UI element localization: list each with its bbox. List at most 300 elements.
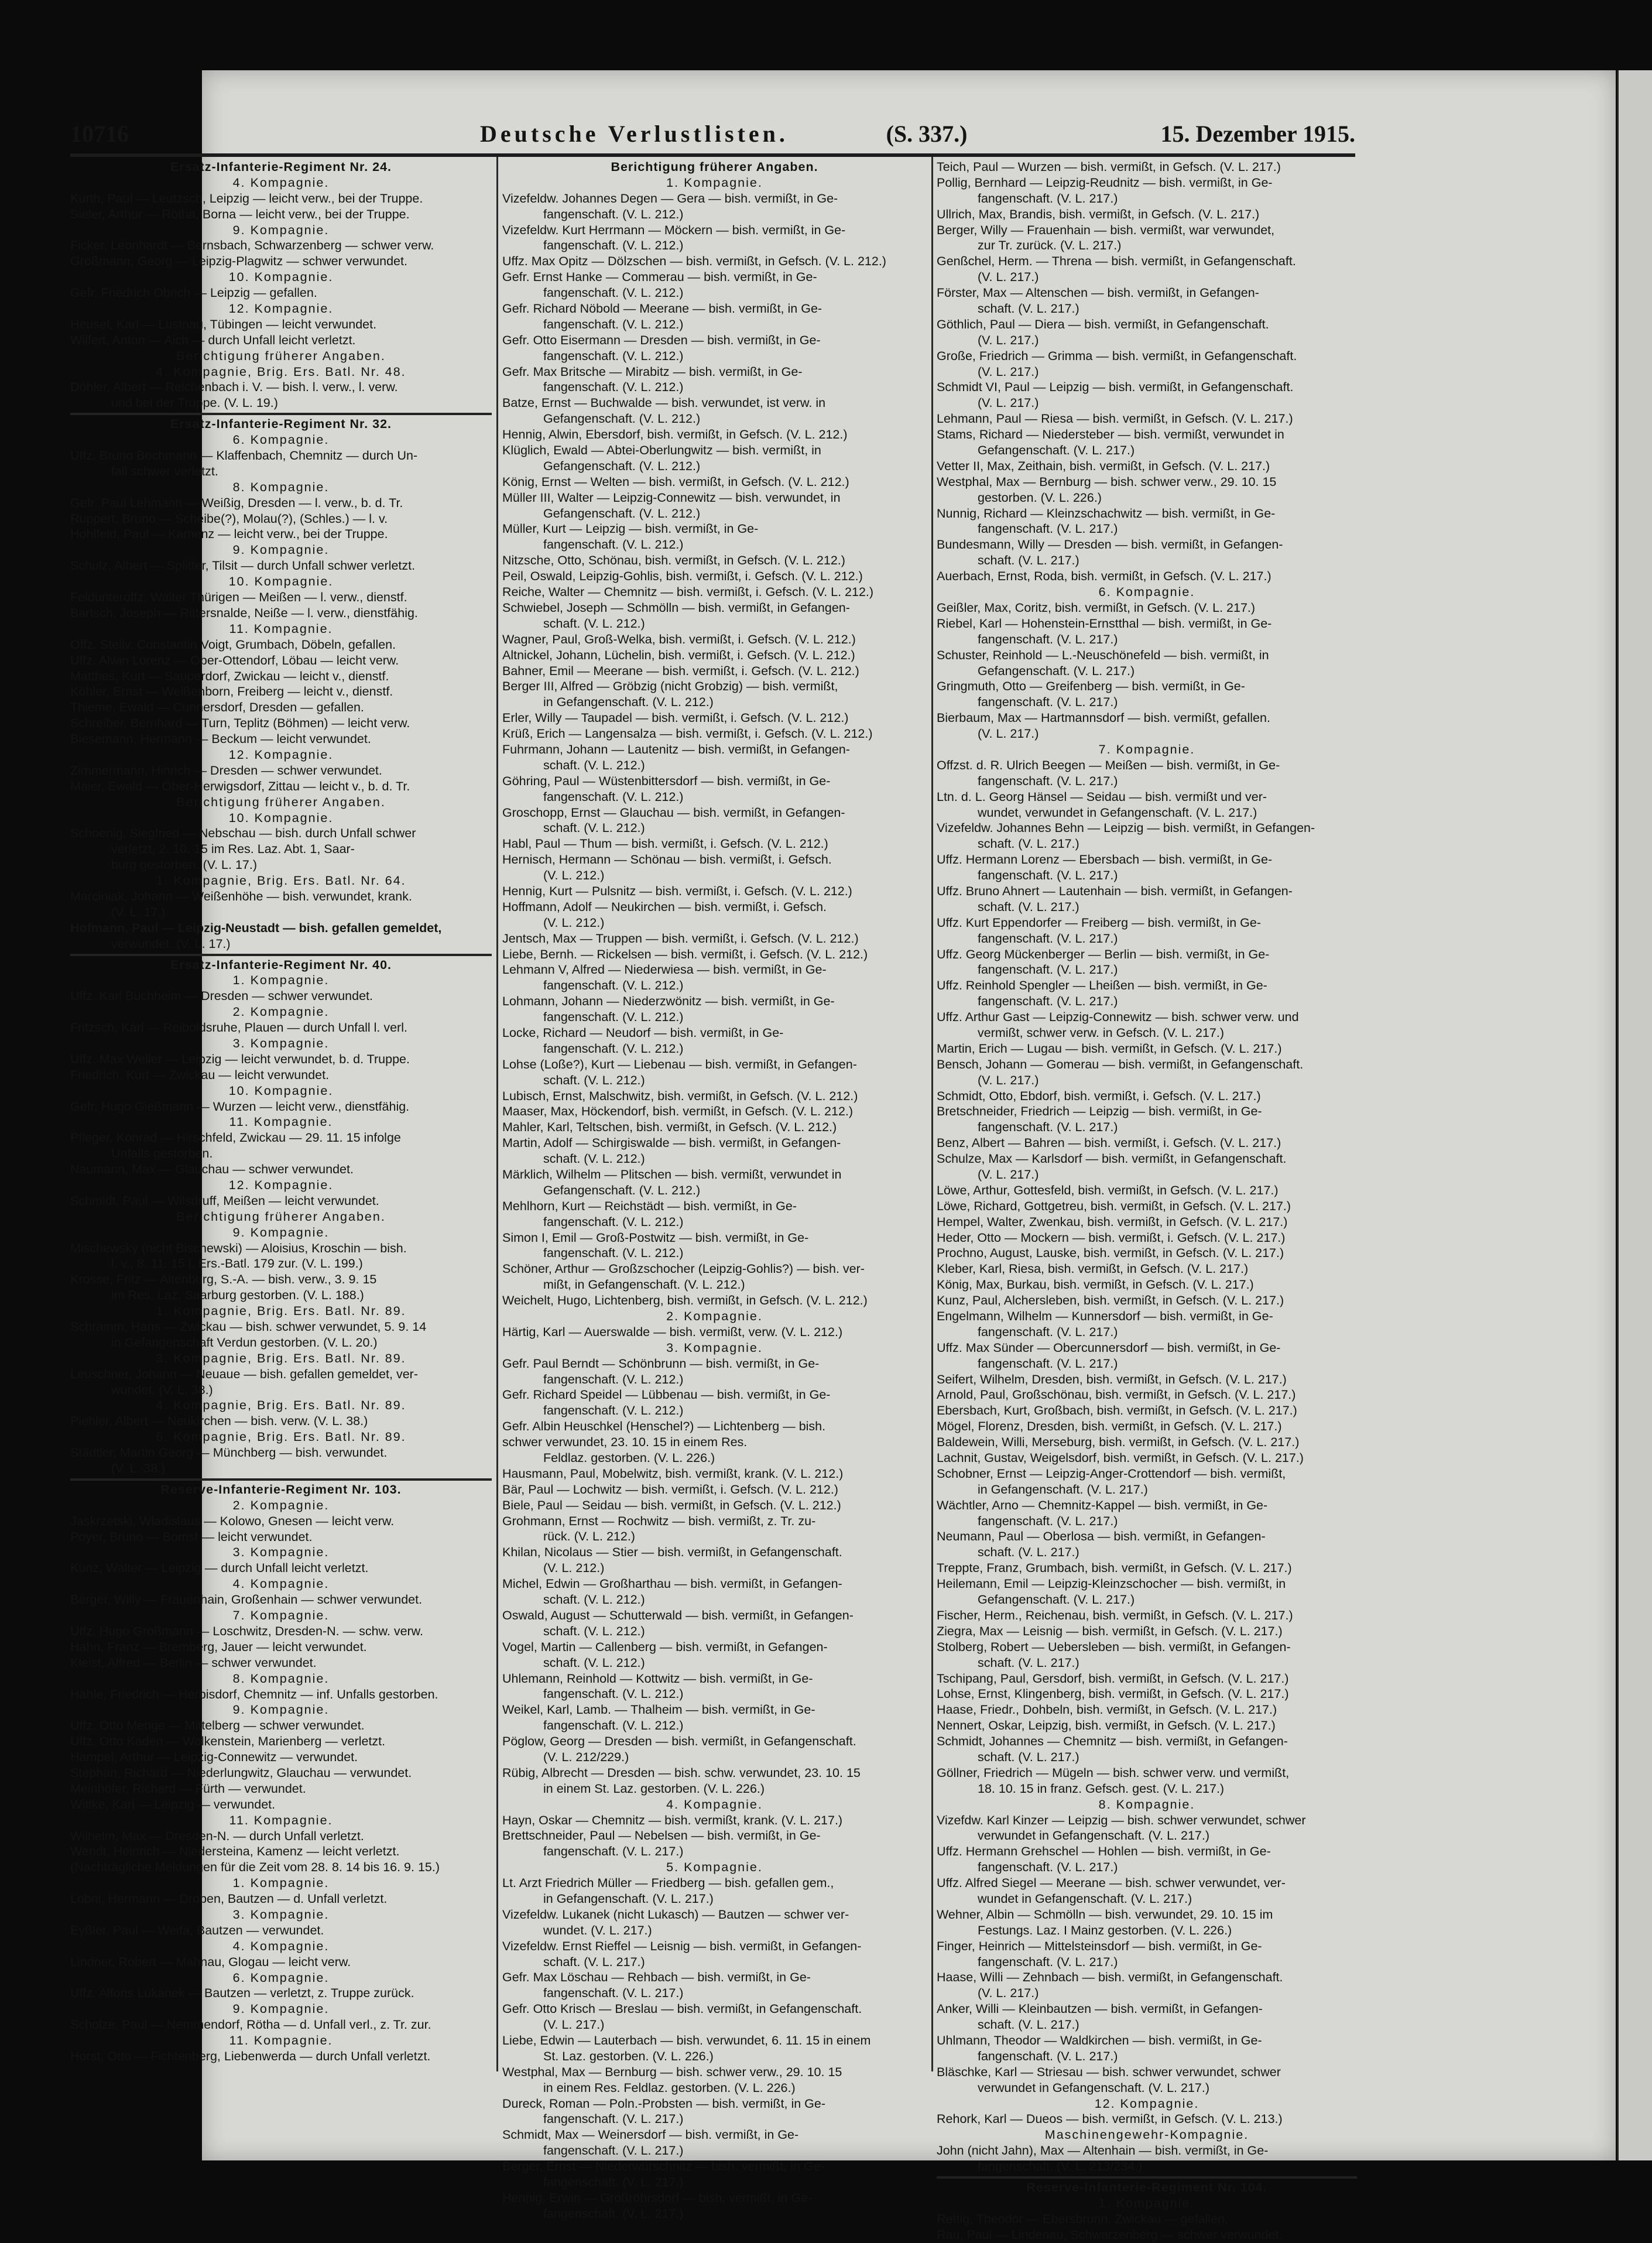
entry-line: Gefr. Paul Berndt — Schönbrunn — bish. vermißt, in Ge- [502,1356,820,1371]
entry-line: Gefr. Paul Lehmann — Weißig, Dresden — l. verw., b. d. Tr. [70,495,403,510]
entry-line: fangenschaft. (V. L. 212.) [543,1372,684,1386]
entry-line: in einem St. Laz. gestorben. (V. L. 226.) [543,1781,765,1796]
entry-line: Gefangenschaft. (V. L. 217.) [978,1593,1135,1607]
company-heading: 3. Kompagnie. [232,1907,330,1922]
entry-line: Reiche, Walter — Chemnitz — bish. vermißt, i. Gefsch. (V. L. 212.) [502,585,874,600]
entry-line: Weikel, Karl, Lamb. — Thalheim — bish. vermißt, in Ge- [502,1703,815,1717]
entry-line: l. v., 8. 11. 15 i. Ers.-Batl. 179 zur. (V. L. 199.) [111,1256,363,1271]
entry-line: Seifert, Wilhelm, Dresden, bish. vermißt, in Gefsch. (V. L. 217.) [937,1372,1287,1386]
entry-line: gestorben. (V. L. 226.) [978,490,1102,505]
entry-line: Fritzsch, Karl — Reiboldsruhe, Plauen — durch Unfall l. verl. [70,1021,407,1035]
company-heading: 1. Kompagnie. [1098,2196,1195,2210]
entry-line: fangenschaft. (V. L. 212.) [543,348,684,363]
entry-line: fangenschaft. (V. L. 217.) [978,1860,1118,1875]
entry-line: Schramm, Hans — Zwickau — bish. schwer verwundet, 5. 9. 14 [70,1320,427,1334]
company-heading: Berichtigung früherer Angaben. [176,1209,386,1224]
entry-line: Uffz. Kurt Eppendorfer — Freiberg — bish. vermißt, in Ge- [937,915,1262,930]
entry-line: fangenschaft. (V. L. 217.) [978,963,1118,977]
entry-line: Benz, Albert — Bahren — bish. vermißt, i. Gefsch. (V. L. 217.) [937,1136,1281,1150]
entry-line: Hernisch, Hermann — Schönau — bish. vermißt, i. Gefsch. [502,852,832,867]
entry-line: Uffz. Hermann Lorenz — Ebersbach — bish. vermißt, in Ge- [937,852,1273,867]
entry-line: fangenschaft. (V. L. 217.) [543,2206,684,2221]
company-heading: 6. Kompagnie. [232,433,330,447]
entry-line: Gefr. Max Britsche — Mirabitz — bish. vermißt, in Ge- [502,364,803,379]
entry-line: Simon I, Emil — Groß-Postwitz — bish. vermißt, in Ge- [502,1230,809,1245]
entry-line: Lehmann V, Alfred — Niederwiesa — bish. vermißt, in Ge- [502,963,827,977]
entry-line: fangenschaft. (V. L. 212.) [543,1041,684,1056]
company-heading: 4. Kompagnie, Brig. Ers. Batl. Nr. 48. [156,364,406,379]
entry-line: (V. L. 217.) [978,727,1039,741]
entry-line: Erler, Willy — Taupadel — bish. vermißt, i. Gefsch. (V. L. 212.) [502,711,849,725]
section-heading: Berichtigung früherer Angaben. [611,160,818,174]
company-heading: 9. Kompagnie. [232,2002,330,2016]
entry-line: (V. L. 217.) [978,364,1039,379]
column-2 [502,159,927,2221]
entry-line: Riebel, Karl — Hohenstein-Ernstthal — bish. vermißt, in Ge- [937,616,1272,631]
company-heading: 4. Kompagnie. [666,1797,763,1811]
entry-line: wundet, verwundet in Gefangenschaft. (V. L. 217.) [978,805,1257,820]
entry-line: Vizefdw. Karl Kinzer — Leipzig — bish. schwer verwundet, schwer [937,1813,1306,1827]
entry-line: Kleber, Karl, Riesa, bish. vermißt, in Gefsch. (V. L. 217.) [937,1262,1249,1276]
entry-line: Mahler, Karl, Teltschen, bish. vermißt, in Gefsch. (V. L. 212.) [502,1120,837,1135]
entry-line: Batze, Ernst — Buchwalde — bish. verwundet, ist verw. in [502,396,826,410]
entry-line: Kunz, Paul, Alchersleben, bish. vermißt, in Gefsch. (V. L. 217.) [937,1293,1284,1308]
entry-line: fangenschaft. (V. L. 217.) [978,1120,1118,1135]
entry-line: Hayn, Oskar — Chemnitz — bish. vermißt, krank. (V. L. 217.) [502,1813,843,1827]
entry-line: fangenschaft. (V. L. 217.) [543,2112,684,2126]
entry-line: fangenschaft. (V. L. 217.) [978,2049,1118,2063]
company-heading: 11. Kompagnie. [229,1813,333,1827]
entry-line: Wilhelm, Max — Dresden-N. — durch Unfall verletzt. [70,1828,364,1843]
entry-line: Tschipang, Paul, Gersdorf, bish. vermißt, in Gefsch. (V. L. 217.) [937,1671,1289,1686]
entry-line: Biesemann, Hermann — Beckum — leicht verwundet. [70,732,371,746]
entry-line: fangenschaft. (V. L. 217.) [543,1986,684,2001]
entry-line: Ruppert, Bruno — Scheibe(?), Molau(?), (Schles.) — l. v. [70,511,388,526]
entry-line: fangenschaft. (V. L. 212.) [543,1246,684,1261]
company-heading: 8. Kompagnie. [232,1671,330,1686]
entry-line: Rettig, Theodor — Ebersbrunn, Zwickau — gefallen. [937,2211,1228,2226]
entry-line: Pfleger, Konrad — Hirschfeld, Zwickau — 29. 11. 15 infolge [70,1131,401,1145]
entry-line: Uffz. Reinhold Spengler — Lheißen — bish. vermißt, in Ge- [937,978,1267,993]
entry-line: schaft. (V. L. 217.) [978,1545,1079,1560]
entry-line: Haase, Friedr., Dohbeln, bish. vermißt, in Gefsch. (V. L. 217.) [937,1703,1277,1717]
entry-line: Uffz. Bruno Ahnert — Lautenhain — bish. vermißt, in Gefangen- [937,883,1293,898]
entry-line: Ltn. d. L. Georg Hänsel — Seidau — bish. vermißt und ver- [937,789,1267,804]
entry-line: Locke, Richard — Neudorf — bish. vermißt, in Ge- [502,1025,784,1040]
entry-line: (V. L. 212.) [543,1561,605,1576]
entry-line: Feldunteroffz. Walter Thürigen — Meißen — l. verw., dienstf. [70,590,407,605]
company-heading: 3. Kompagnie. [232,1545,330,1560]
entry-line: Müller III, Walter — Leipzig-Connewitz — bish. verwundet, in [502,490,841,505]
entry-line: Gefr. Max Löschau — Rehbach — bish. vermißt, in Ge- [502,1970,811,1985]
section-heading: Reserve-Infanterie-Regiment Nr. 104. [1026,2180,1267,2194]
entry-line: schaft. (V. L. 217.) [543,1954,645,1969]
entry-line: Hoffmann, Adolf — Neukirchen — bish. vermißt, i. Gefsch. [502,899,827,914]
entry-line: Arnold, Paul, Großschönau, bish. vermißt, in Gefsch. (V. L. 217.) [937,1388,1296,1402]
entry-line: fangenschaft. (V. L. 217.) [543,1844,684,1859]
entry-line: Uffz. Karl Buchheim — Dresden — schwer verwundet. [70,989,373,1004]
company-heading: Maschinengewehr-Kompagnie. [1044,2128,1249,2142]
entry-line: (V. L. 217.) [978,1167,1039,1182]
entry-line: (V. L. 217.) [978,270,1039,285]
entry-line: Förster, Max — Altenschen — bish. vermißt, in Gefangen- [937,286,1259,300]
entry-line: Müller, Kurt — Leipzig — bish. vermißt, in Ge- [502,522,759,536]
entry-line: König, Ernst — Welten — bish. vermißt, in Gefsch. (V. L. 212.) [502,474,849,489]
entry-line: Hennig, Erwin — Großröhrsdorf — bish. vermißt, in Ge- [502,2190,813,2205]
entry-line: Biele, Paul — Seidau — bish. vermißt, in Gefsch. (V. L. 212.) [502,1498,841,1512]
entry-line: Mehlhorn, Kurt — Reichstädt — bish. vermißt, in Ge- [502,1198,797,1213]
entry-line: fangenschaft. (V. L. 212.) [543,380,684,395]
company-heading: 1. Kompagnie. [232,973,330,988]
section-heading: Ersatz-Infanterie-Regiment Nr. 40. [170,957,392,972]
entry-line: Altnickel, Johann, Lüchelin, bish. vermißt, i. Gefsch. (V. L. 212.) [502,648,855,662]
entry-line: Gefr. Otto Eisermann — Dresden — bish. vermißt, in Ge- [502,333,821,347]
entry-line: Gefangenschaft. (V. L. 212.) [543,458,701,473]
entry-line: Stephan, Richard — Niederlungwitz, Glauchau — verwundet. [70,1765,412,1780]
entry-line: Städtler, Martin Georg — Münchberg — bish. verwundet. [70,1446,388,1460]
entry-line: im Res. Laz. Saarburg gestorben. (V. L. 188.) [111,1288,364,1303]
entry-line: verletzt, 2. 10. 15 im Res. Laz. Abt. 1, Saar- [111,842,355,857]
entry-line: fangenschaft. (V. L. 212.) [543,317,684,331]
section-heading: Ersatz-Infanterie-Regiment Nr. 32. [170,417,392,432]
entry-line: Heusel, Karl — Lustnau, Tübingen — leicht verwundet. [70,317,377,331]
company-heading: 8. Kompagnie. [1098,1797,1195,1811]
entry-line: Große, Friedrich — Grimma — bish. vermißt, in Gefangenschaft. [937,348,1297,363]
entry-line: schaft. (V. L. 212.) [543,616,645,631]
section-heading: Reserve-Infanterie-Regiment Nr. 103. [160,1482,402,1497]
entry-line: schaft. (V. L. 217.) [978,2018,1079,2032]
entry-line: Gefangenschaft. (V. L. 217.) [978,443,1135,458]
entry-line: Krüß, Erich — Langensalza — bish. vermißt, i. Gefsch. (V. L. 212.) [502,727,873,741]
entry-line: (V. L. 217.) [978,1986,1039,2001]
entry-line: (V. L. 217.) [978,396,1039,410]
entry-line: Unfalls gestorben. [111,1146,213,1161]
entry-line: Wächtler, Arno — Chemnitz-Kappel — bish. vermißt, in Ge- [937,1498,1268,1512]
entry-line: Gefr. Richard Speidel — Lübbenau — bish. vermißt, in Ge- [502,1388,831,1402]
next-page-edge [1617,70,1652,2160]
company-heading: 2. Kompagnie. [232,1498,330,1512]
company-heading: 9. Kompagnie. [232,543,330,557]
entry-line: Göllner, Friedrich — Mügeln — bish. schwer verw. und vermißt, [937,1765,1290,1780]
entry-line: Wittke, Karl — Leipzig — verwundet. [70,1797,276,1811]
entry-line: fangenschaft. (V. L. 217.) [978,1324,1118,1339]
entry-line: Kurth, Paul — Leutzsch, Leipzig — leicht verw., bei der Truppe. [70,191,423,206]
page-number: 10716 [70,121,129,147]
column-divider-1 [496,157,498,2071]
entry-line: fangenschaft. (V. L. 217.) [978,632,1118,646]
entry-line: Schwiebel, Joseph — Schmölln — bish. vermißt, in Gefangen- [502,600,850,615]
company-heading: 3. Kompagnie. [666,1340,763,1355]
entry-line: Offzst. d. R. Ulrich Beegen — Meißen — bish. vermißt, in Ge- [937,758,1280,772]
company-heading: 11. Kompagnie. [229,2033,333,2048]
entry-line: Baldewein, Willi, Merseburg, bish. vermißt, in Gefsch. (V. L. 217.) [937,1435,1300,1450]
company-heading: 10. Kompagnie. [228,1083,334,1098]
entry-line: Uffz. Max Sünder — Obercunnersdorf — bish. vermißt, in Ge- [937,1340,1281,1355]
entry-line: Berger III, Alfred — Gröbzig (nicht Grobzig) — bish. vermißt, [502,679,838,694]
entry-line: Lt. Arzt Friedrich Müller — Friedberg — bish. gefallen gem., [502,1876,834,1891]
company-heading: 4. Kompagnie, Brig. Ers. Batl. Nr. 89. [156,1398,406,1413]
entry-line: Lohse (Loße?), Kurt — Liebenau — bish. vermißt, in Gefangen- [502,1057,857,1071]
entry-line: Schreiber, Bernhard — Turn, Teplitz (Böhmen) — leicht verw. [70,716,410,731]
company-heading: 6. Kompagnie, Brig. Ers. Batl. Nr. 89. [156,1430,406,1444]
entry-line: Uffz. Alwin Lorenz — Ober-Ottendorf, Löbau — leicht verw. [70,653,399,667]
company-heading: 12. Kompagnie. [228,1178,334,1192]
entry-line: Martin, Adolf — Schirgiswalde — bish. vermißt, in Gefangen- [502,1136,841,1150]
entry-line: Bundesmann, Willy — Dresden — bish. vermißt, in Gefangen- [937,537,1283,552]
entry-line: fall schwer verletzt. [111,464,218,478]
entry-line: Gefr. Ernst Hanke — Commerau — bish. vermißt, in Ge- [502,270,817,285]
entry-line: schaft. (V. L. 217.) [978,899,1079,914]
entry-line: schaft. (V. L. 217.) [978,1749,1079,1764]
entry-line: fangenschaft. (V. L. 217.) [978,1513,1118,1528]
date-text: 15. Dezember 1915. [1160,121,1355,147]
entry-line: schaft. (V. L. 212.) [543,1152,645,1166]
entry-line: Berger, Ernst — Niederwürschnitz — bish. vermißt, in Ge- [502,2159,825,2174]
entry-line: (V. L. 38.) [111,1461,166,1476]
entry-line: Bartsch, Joseph — Rittersnalde, Neiße — l. verw., dienstfähig. [70,605,418,620]
entry-line: fangenschaft. (V. L. 212.) [543,978,684,993]
entry-line: Vizefeldw. Lukanek (nicht Lukasch) — Bautzen — schwer ver- [502,1907,849,1922]
entry-line: Ficker, Leonhardt — Bernsbach, Schwarzenberg — schwer verw. [70,238,434,253]
entry-line: Gefangenschaft. (V. L. 212.) [543,1183,701,1197]
entry-line: Offz. Stellv. Constantin Voigt, Grumbach, Döbeln, gefallen. [70,637,396,652]
entry-line: Krosse, Fritz — Altenburg, S.-A. — bish. verw., 3. 9. 15 [70,1272,377,1287]
entry-line: in Gefangenschaft. (V. L. 217.) [978,1482,1148,1497]
entry-line: Uffz. Max Weller — Leipzig — leicht verwundet, b. d. Truppe. [70,1052,410,1066]
entry-line: Vetter II, Max, Zeithain, bish. vermißt, in Gefsch. (V. L. 217.) [937,458,1270,473]
company-heading: 2. Kompagnie. [232,1005,330,1019]
entry-line: Hähle, Friedrich — Herbisdorf, Chemnitz — inf. Unfalls gestorben. [70,1687,438,1701]
entry-line: (V. L. 212.) [543,915,605,930]
entry-line: Bär, Paul — Lochwitz — bish. vermißt, i. Gefsch. (V. L. 212.) [502,1482,838,1497]
entry-line: Pollig, Bernhard — Leipzig-Reudnitz — bish. vermißt, in Ge- [937,175,1273,190]
entry-line: Lohmann, Johann — Niederzwönitz — bish. vermißt, in Ge- [502,994,835,1009]
entry-line: fangenschaft. (V. L. 212.) [543,1718,684,1733]
entry-line: Rübig, Albrecht — Dresden — bish. schw. verwundet, 23. 10. 15 [502,1765,861,1780]
entry-line: Ebersbach, Kurt, Großbach, bish. vermißt, in Gefsch. (V. L. 217.) [937,1403,1297,1418]
entry-line: schaft. (V. L. 212.) [543,1655,645,1670]
entry-line: Märklich, Wilhelm — Plitschen — bish. vermißt, verwundet in [502,1167,842,1182]
entry-line: Liebe, Edwin — Lauterbach — bish. verwundet, 6. 11. 15 in einem [502,2033,871,2047]
entry-line: Khilan, Nicolaus — Stier — bish. vermißt, in Gefangenschaft. [502,1545,842,1560]
column-1 [70,159,492,2071]
entry-line: wundet. (V. L. 38.) [111,1382,213,1397]
entry-line: in Gefangenschaft. (V. L. 212.) [543,695,714,710]
entry-line: Westphal, Max — Bernburg — bish. schwer verw., 29. 10. 15 [502,2064,842,2079]
entry-line: Stams, Richard — Niedersteber — bish. vermißt, verwundet in [937,427,1284,442]
company-heading: 11. Kompagnie. [229,1115,333,1129]
entry-line: John (nicht Jahn), Max — Altenhain — bish. vermißt, in Ge- [937,2143,1269,2158]
entry-line: Schulz, Albert — Splitter, Tilsit — durch Unfall schwer verletzt. [70,559,416,573]
entry-line: Auerbach, Ernst, Roda, bish. vermißt, in Gefsch. (V. L. 217.) [937,569,1271,584]
entry-line: Meinhöfer, Richard — Fürth — verwundet. [70,1781,306,1796]
page-header [70,120,1355,150]
entry-line: Wendt, Heinrich — Niedersteina, Kamenz — leicht verletzt. [70,1844,400,1859]
entry-line: Hofmann, Paul — Leipzig-Neustadt — bish. gefallen gemeldet, [70,920,442,935]
entry-line: Jaskrzetski, Wladislaus — Kolowo, Gnesen — leicht verw. [70,1513,395,1528]
entry-line: fangenschaft. (V. L. 212.) [543,1214,684,1229]
entry-line: Schöner, Arthur — Großzschocher (Leipzig-Gohlis?) — bish. ver- [502,1262,865,1276]
entry-line: schaft. (V. L. 212.) [543,1073,645,1087]
entry-line: fangenschaft. (V. L. 217.) [978,1356,1118,1371]
entry-line: fangenschaft. (V. L. 217.) [978,868,1118,883]
column-divider-2 [931,157,933,2071]
entry-line: Michel, Edwin — Großharthau — bish. vermißt, in Gefangen- [502,1577,842,1591]
entry-line: Lohse, Ernst, Klingenberg, bish. vermißt, in Gefsch. (V. L. 217.) [937,1687,1289,1701]
entry-line: Jentsch, Max — Truppen — bish. vermißt, i. Gefsch. (V. L. 212.) [502,931,859,946]
entry-line: Eyßler, Paul — Weifa, Bautzen — verwundet. [70,1923,324,1937]
entry-line: Göhring, Paul — Wüstenbittersdorf — bish. vermißt, in Ge- [502,773,831,788]
entry-line: Prochno, August, Lauske, bish. vermißt, in Gefsch. (V. L. 217.) [937,1246,1284,1261]
entry-line: Poyer, Bruno — Bomst — leicht verwundet. [70,1529,313,1544]
company-heading: 4. Kompagnie. [232,1577,330,1591]
entry-line: Groschopp, Ernst — Glauchau — bish. vermißt, in Gefangen- [502,805,845,820]
entry-line: Schmidt, Max — Weinersdorf — bish. vermißt, in Ge- [502,2128,799,2142]
entry-line: zur Tr. zurück. (V. L. 217.) [978,238,1122,253]
entry-line: Uhlmann, Theodor — Waldkirchen — bish. vermißt, in Ge- [937,2033,1262,2047]
entry-line: Berger, Willy — Frauenhain, Großenhain — schwer verwundet. [70,1593,423,1607]
entry-line: Zimmermann, Hinrich — Dresden — schwer verwundet. [70,763,382,778]
company-heading: 9. Kompagnie. [232,1703,330,1717]
entry-line: verwundet. (V. L. 17.) [111,936,231,951]
publication-title: Deutsche Verlustlisten. [480,121,789,147]
entry-line: Feldlaz. gestorben. (V. L. 226.) [543,1451,715,1465]
entry-line: Engelmann, Wilhelm — Kunnersdorf — bish. vermißt, in Ge- [937,1309,1273,1324]
entry-line: 18. 10. 15 in franz. Gefsch. gest. (V. L. 217.) [978,1781,1225,1796]
entry-line: Friedrich, Kurt — Zwickau — leicht verwundet. [70,1067,330,1082]
entry-line: Uffz. Max Opitz — Dölzschen — bish. vermißt, in Gefsch. (V. L. 212.) [502,254,886,269]
entry-line: Maaser, Max, Höckendorf, bish. vermißt, in Gefsch. (V. L. 212.) [502,1104,854,1119]
section-rule [70,413,492,415]
entry-line: fangenschaft. (V. L. 213/234.) [978,2159,1143,2174]
entry-line: Hampel, Arthur — Leipzig-Connewitz — verwundet. [70,1750,358,1765]
entry-line: Stolberg, Robert — Uebersleben — bish. vermißt, in Gefangen- [937,1639,1291,1654]
company-heading: Berichtigung früherer Angaben. [176,795,386,809]
entry-line: schaft. (V. L. 217.) [978,1655,1079,1670]
entry-line: Fischer, Herm., Reichenau, bish. vermißt, in Gefsch. (V. L. 217.) [937,1608,1293,1622]
entry-line: Uffz. Georg Mückenberger — Berlin — bish. vermißt, in Ge- [937,947,1270,961]
section-heading: Ersatz-Infanterie-Regiment Nr. 24. [170,160,392,174]
entry-line: schaft. (V. L. 212.) [543,821,645,835]
company-heading: 3. Kompagnie. [232,1036,330,1050]
entry-line: schaft. (V. L. 217.) [978,302,1079,316]
entry-line: Sieler, Arthur — Rötha, Borna — leicht verw., bei der Truppe. [70,207,410,221]
entry-line: Fuhrmann, Johann — Lautenitz — bish. vermißt, in Gefangen- [502,742,850,756]
entry-line: fangenschaft. (V. L. 217.) [978,1954,1118,1969]
entry-line: Thieme, Ewald — Cunnersdorf, Dresden — gefallen. [70,700,364,715]
entry-line: Hennig, Kurt — Pulsnitz — bish. vermißt, i. Gefsch. (V. L. 212.) [502,883,852,898]
entry-line: Nennert, Oskar, Leipzig, bish. vermißt, in Gefsch. (V. L. 217.) [937,1718,1276,1733]
entry-line: Hempel, Walter, Zwenkau, bish. vermißt, in Gefsch. (V. L. 217.) [937,1214,1288,1229]
entry-line: Hahn, Franz — Bremberg, Jauer — leicht verwundet. [70,1639,367,1654]
entry-line: (V. L. 212/229.) [543,1749,629,1764]
company-heading: 7. Kompagnie. [232,1608,330,1623]
entry-line: vermißt, schwer verw. in Gefsch. (V. L. 217.) [978,1025,1224,1040]
entry-line: Bretschneider, Friedrich — Leipzig — bish. vermißt, in Ge- [937,1104,1262,1119]
entry-line: Döhler, Albert — Reichenbach i. V. — bish. l. verw., l. verw. [70,380,398,395]
company-heading: 6. Kompagnie. [232,1970,330,1985]
company-heading: 1. Kompagnie, Brig. Ers. Batl. Nr. 89. [156,1304,406,1319]
entry-line: und bei der Truppe. (V. L. 19.) [111,396,278,410]
entry-line: fangenschaft. (V. L. 212.) [543,537,684,552]
entry-line: Mögel, Florenz, Dresden, bish. vermißt, in Gefsch. (V. L. 217.) [937,1419,1282,1434]
entry-line: burg gestorben. (V. L. 17.) [111,858,258,872]
entry-line: Gefangenschaft. (V. L. 212.) [543,412,701,426]
entry-line: Nitzsche, Otto, Schönau, bish. vermißt, in Gefsch. (V. L. 212.) [502,553,845,568]
entry-line: Liebe, Bernh. — Rickelsen — bish. vermißt, i. Gefsch. (V. L. 212.) [502,947,868,961]
company-heading: Berichtigung früherer Angaben. [176,348,386,363]
entry-line: fangenschaft. (V. L. 217.) [978,931,1118,946]
entry-line: Gefr. Friedrich Obrich — Leipzig — gefallen. [70,286,317,300]
entry-line: Gefangenschaft. (V. L. 212.) [543,506,701,520]
entry-line: rück. (V. L. 212.) [543,1529,635,1544]
entry-line: fangenschaft. (V. L. 217.) [978,522,1118,536]
entry-line: fangenschaft. (V. L. 212.) [543,1403,684,1418]
entry-line: wundet. (V. L. 217.) [543,1923,652,1937]
entry-line: Vizefeldw. Kurt Herrmann — Möckern — bish. vermißt, in Ge- [502,222,846,237]
entry-line: Löwe, Richard, Gottgetreu, bish. vermißt, in Gefsch. (V. L. 217.) [937,1198,1291,1213]
entry-line: Gefr. Albin Heuschkel (Henschel?) — Lichtenberg — bish. [502,1419,826,1434]
entry-line: Uffz. Hugo Großmann — Loschwitz, Dresden-N. — schw. verw. [70,1624,423,1638]
entry-line: fangenschaft. (V. L. 212.) [543,789,684,804]
entry-line: Schuster, Reinhold — L.-Neuschönefeld — bish. vermißt, in [937,648,1269,662]
company-heading: 10. Kompagnie. [228,810,334,825]
entry-line: fangenschaft. (V. L. 217.) [978,695,1118,710]
entry-line: Uffz. Arthur Gast — Leipzig-Connewitz — bish. schwer verw. und [937,1010,1299,1025]
entry-line: fangenschaft. (V. L. 217.) [543,2143,684,2158]
entry-line: Schmidt, Paul — Wilsdruff, Meißen — leicht verwundet. [70,1193,379,1208]
entry-line: Berger, Willy — Frauenhain — bish. vermißt, war verwundet, [937,222,1275,237]
entry-line: Piehler, Albert — Neukirchen — bish. verw. (V. L. 38.) [70,1414,368,1429]
entry-line: Uhlemann, Reinhold — Kottwitz — bish. vermißt, in Ge- [502,1671,813,1686]
entry-line: Habl, Paul — Thum — bish. vermißt, i. Gefsch. (V. L. 212.) [502,837,828,851]
entry-line: Schobner, Ernst — Leipzig-Anger-Crottendorf — bish. vermißt, [937,1466,1286,1481]
entry-line: Gringmuth, Otto — Greifenberg — bish. vermißt, in Ge- [937,679,1245,694]
entry-line: Großmann, Georg — Leipzig-Plagwitz — schwer verwundet. [70,254,407,269]
entry-line: Teich, Paul — Wurzen — bish. vermißt, in Gefsch. (V. L. 217.) [937,160,1281,174]
company-heading: 10. Kompagnie. [228,574,334,589]
entry-line: Uffz. Otto Kaden — Wolkenstein, Marienberg — verletzt. [70,1734,386,1749]
entry-line: Ziegra, Max — Leisnig — bish. vermißt, in Gefsch. (V. L. 217.) [937,1624,1283,1638]
entry-line: Rau, Paul — Lindenau, Schwarzenberg — schwer verwundet. [937,2227,1283,2242]
column-3 [937,159,1357,2242]
entry-line: in Gefangenschaft. (V. L. 217.) [543,1891,714,1906]
company-heading: 12. Kompagnie. [228,302,334,316]
company-heading: 12. Kompagnie. [228,747,334,762]
entry-line: Oswald, August — Schutterwald — bish. vermißt, in Gefangen- [502,1608,854,1622]
entry-line: Uffz. Alfred Siegel — Meerane — bish. schwer verwundet, ver- [937,1876,1286,1891]
entry-line: Finger, Heinrich — Mittelsteinsdorf — bish. vermißt, in Ge- [937,1939,1262,1953]
entry-line: Wehner, Albin — Schmölln — bish. verwundet, 29. 10. 15 im [937,1907,1273,1922]
company-heading: 8. Kompagnie. [232,480,330,494]
entry-line: Lobni, Hermann — Droben, Bautzen — d. Unfall verletzt. [70,1892,388,1906]
entry-line: Schmidt VI, Paul — Leipzig — bish. vermißt, in Gefangenschaft. [937,380,1294,395]
entry-line: in einem Res. Feldlaz. gestorben. (V. L. 226.) [543,2080,796,2095]
entry-line: Gefr. Otto Krisch — Breslau — bish. vermißt, in Gefangenschaft. [502,2002,862,2016]
entry-line: Bahner, Emil — Meerane — bish. vermißt, i. Gefsch. (V. L. 212.) [502,663,859,678]
entry-line: Bläschke, Karl — Striesau — bish. schwer verwundet, schwer [937,2064,1281,2079]
entry-line: Lindner, Robert — Mahnau, Glogau — leicht verw. [70,1954,351,1969]
entry-line: (V. L. 212.) [543,868,605,883]
entry-line: Uffz. Bruno Bochmann — Klaffenbach, Chemnitz — durch Un- [70,448,418,463]
entry-line: König, Max, Burkau, bish. vermißt, in Gefsch. (V. L. 217.) [937,1278,1254,1292]
entry-line: (Nachträgliche Meldungen für die Zeit vom 28. 8. 14 bis 16. 9. 15.) [70,1860,440,1875]
entry-line: Härtig, Karl — Auerswalde — bish. vermißt, verw. (V. L. 212.) [502,1324,843,1339]
entry-line: Scholze, Paul — Nemmendorf, Rötha — d. Unfall verl., z. Tr. zur. [70,2018,431,2032]
entry-line: Vizefeldw. Johannes Behn — Leipzig — bish. vermißt, in Gefangen- [937,821,1315,835]
entry-line: verwundet in Gefangenschaft. (V. L. 217.) [978,1828,1210,1843]
entry-line: in Gefangenschaft Verdun gestorben. (V. L. 20.) [111,1335,378,1350]
